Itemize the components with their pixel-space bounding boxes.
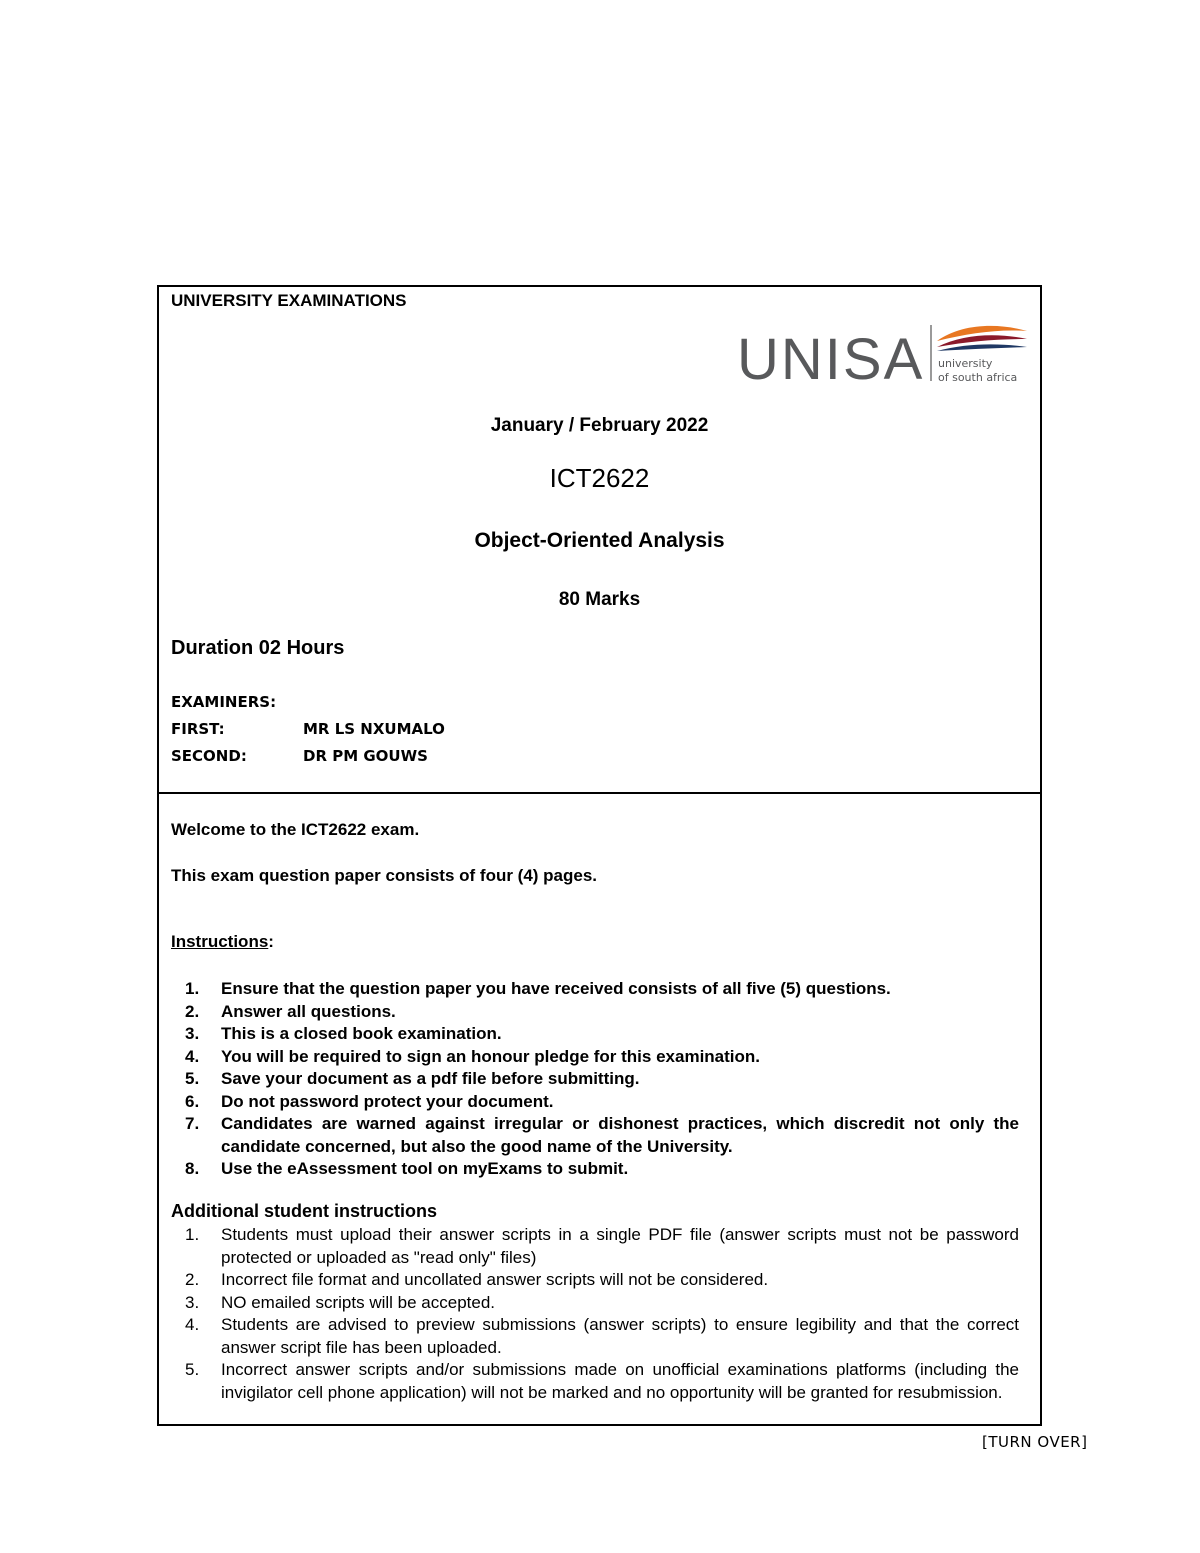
examiner-name: MR LS NXUMALO — [303, 720, 445, 738]
item-text: This is a closed book examination. — [221, 1024, 502, 1043]
logo-swoosh-navy-icon — [937, 344, 1027, 351]
item-text: You will be required to sign an honour pledge for this examination. — [221, 1046, 761, 1066]
item-text: Do not password protect your document. — [221, 1091, 554, 1111]
unisa-logo — [737, 321, 1029, 387]
item-number: 1. — [185, 1225, 200, 1244]
examiners-block — [171, 689, 445, 770]
item-text: Incorrect answer scripts and/or submissions made on unofficial examinations platforms (including the invigilator cell phone application) will not be marked and no opportunity will be granted for resubmission. — [221, 1360, 1019, 1402]
item-number: 6. — [185, 1091, 200, 1111]
turn-over-note: [TURN OVER] — [982, 1433, 1088, 1451]
item-text: Candidates are warned against irregular or dishonest practices, which discredit not only the candidate concerned, but also the good name of the University. — [221, 1114, 1019, 1156]
examiner-name: DR PM GOUWS — [303, 747, 428, 765]
item-text: Save your document as a pdf file before submitting. — [221, 1069, 640, 1088]
additional-instructions-heading: Additional student instructions — [171, 1201, 437, 1221]
cover-frame — [157, 285, 1042, 1426]
logo-separator — [930, 325, 932, 381]
item-text: NO emailed scripts will be accepted. — [221, 1292, 496, 1312]
item-number: 5. — [185, 1360, 200, 1379]
list-item — [171, 1292, 1019, 1315]
list-item — [171, 1224, 1019, 1269]
logo-wordmark: UNISA — [737, 327, 925, 387]
exam-duration: Duration 02 Hours — [171, 637, 345, 659]
item-number: 4. — [185, 1315, 200, 1334]
examiner-row-second — [171, 743, 445, 770]
item-number: 2. — [185, 1001, 200, 1021]
logo-tagline-1: university — [938, 357, 993, 370]
logo-tagline-2: of south africa — [938, 371, 1018, 384]
header-label: UNIVERSITY EXAMINATIONS — [171, 291, 407, 310]
welcome-text: Welcome to the ICT2622 exam. — [171, 820, 420, 839]
instructions-title: Instructions — [171, 932, 269, 951]
list-item — [171, 1068, 1019, 1091]
list-item — [171, 1023, 1019, 1046]
section-divider — [159, 792, 1040, 794]
examiner-role: FIRST: — [171, 720, 225, 738]
exam-session: January / February 2022 — [490, 415, 709, 436]
page-count-text: This exam question paper consists of four (4) pages. — [171, 866, 598, 885]
examiner-row-first — [171, 716, 445, 743]
item-number: 2. — [185, 1270, 200, 1289]
item-number: 4. — [185, 1046, 200, 1066]
list-item — [171, 1269, 1019, 1292]
item-text: Use the eAssessment tool on myExams to submit. — [221, 1159, 629, 1178]
item-text: Answer all questions. — [221, 1001, 396, 1021]
examiners-heading: EXAMINERS: — [171, 693, 277, 711]
examiner-role: SECOND: — [171, 747, 247, 765]
list-item — [171, 1046, 1019, 1069]
instructions-title-suffix: : — [268, 932, 274, 951]
item-number: 3. — [185, 1024, 200, 1043]
item-number: 8. — [185, 1159, 200, 1178]
module-name: Object-Oriented Analysis — [474, 529, 725, 552]
item-number: 7. — [185, 1114, 200, 1133]
list-item — [171, 1001, 1019, 1024]
total-marks: 80 Marks — [558, 589, 641, 610]
item-number: 5. — [185, 1069, 200, 1088]
list-item — [171, 1091, 1019, 1114]
module-code: ICT2622 — [549, 463, 650, 493]
additional-instructions-list — [171, 1224, 1019, 1404]
list-item — [171, 1314, 1019, 1359]
list-item — [171, 978, 1019, 1001]
item-number: 3. — [185, 1292, 200, 1312]
item-text: Incorrect file format and uncollated answer scripts will not be considered. — [221, 1270, 769, 1289]
list-item — [171, 1158, 1019, 1181]
item-number: 1. — [185, 979, 200, 998]
list-item — [171, 1113, 1019, 1158]
item-text: Students are advised to preview submissions (answer scripts) to ensure legibility and that the correct answer script file has been uploaded. — [221, 1315, 1019, 1357]
instructions-heading — [171, 932, 274, 952]
item-text: Students must upload their answer scripts in a single PDF file (answer scripts must not be password protected or uploaded as "read only" files) — [221, 1225, 1019, 1267]
item-text: Ensure that the question paper you have received consists of all five (5) questions. — [221, 979, 891, 998]
list-item — [171, 1359, 1019, 1404]
instructions-list — [171, 978, 1019, 1181]
